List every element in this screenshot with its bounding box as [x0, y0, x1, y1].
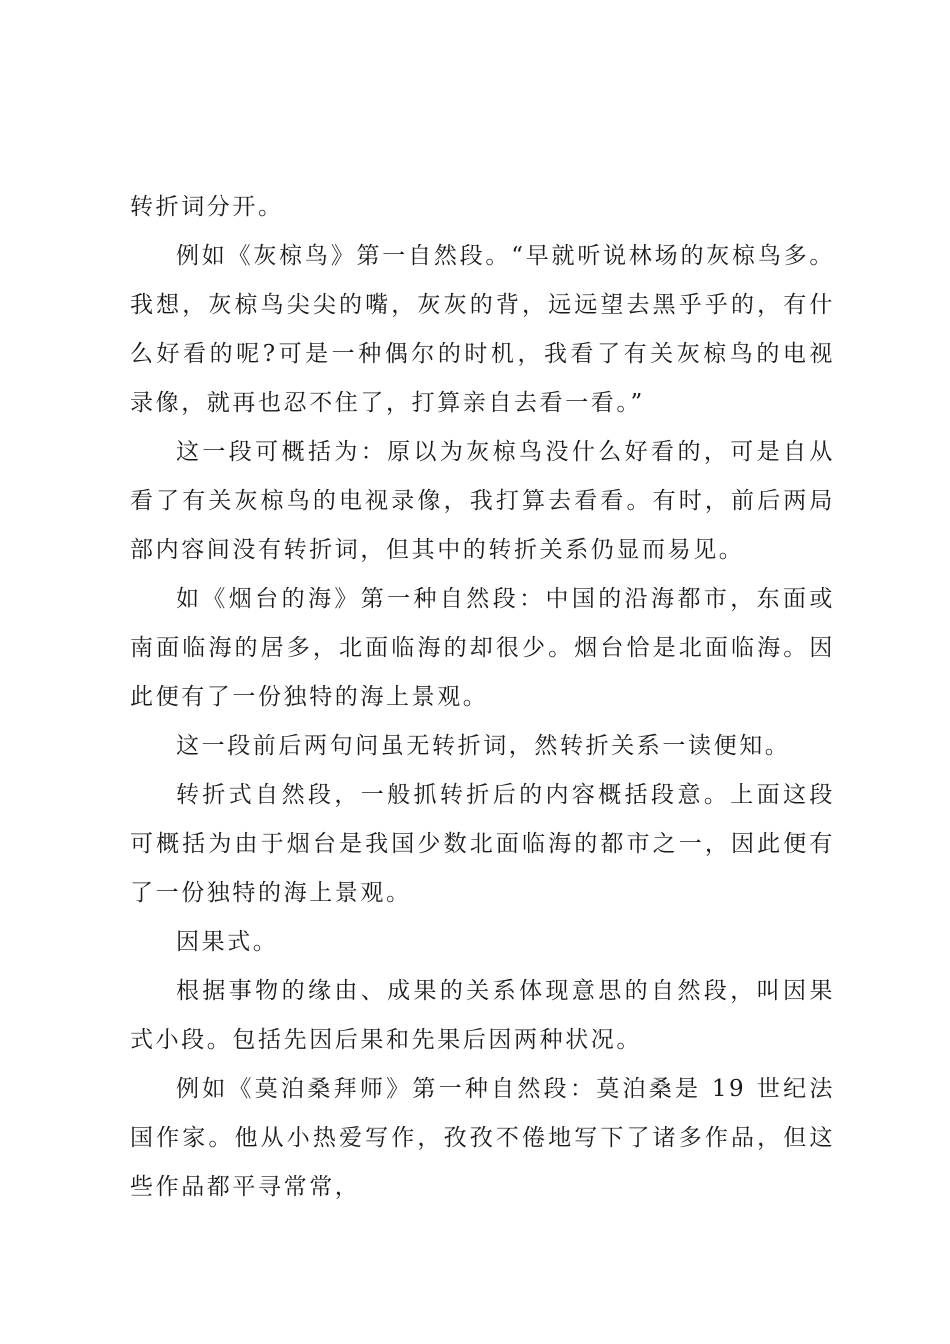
- paragraph-example-grey-starling: 例如《灰椋鸟》第一自然段。“早就听说林场的灰椋鸟多。我想，灰椋鸟尖尖的嘴，灰灰的背，远远望去黑乎乎的，有什么好看的呢?可是一种偶尔的时机，我看了有关灰椋鸟的电视录像，就再也忍不住了，打算亲自去看一看。”: [130, 243, 835, 416]
- paragraph-cause-effect-definition: 根据事物的缘由、成果的关系体现意思的自然段，叫因果式小段。包括先因后果和先果后因两种状况。: [130, 978, 835, 1053]
- paragraph-summary-grey-starling: 这一段可概括为：原以为灰椋鸟没什么好看的，可是自从看了有关灰椋鸟的电视录像，我打算去看看。有时，前后两局部内容间没有转折词，但其中的转折关系仍显而易见。: [130, 439, 835, 563]
- paragraph-example-yantai-sea: 如《烟台的海》第一种自然段：中国的沿海都市，东面或南面临海的居多，北面临海的却很少。烟台恰是北面临海。因此便有了一份独特的海上景观。: [130, 586, 835, 710]
- paragraph-continuation: 转折词分开。: [130, 194, 284, 220]
- paragraph-transition-summary: 转折式自然段，一般抓转折后的内容概括段意。上面这段可概括为由于烟台是我国少数北面临海的都市之一，因此便有了一份独特的海上景观。: [130, 782, 835, 906]
- paragraph-note-transition: 这一段前后两句问虽无转折词，然转折关系一读便知。: [176, 733, 791, 759]
- paragraph-heading-cause-effect: 因果式。: [176, 929, 279, 955]
- paragraph-example-maupassant: 例如《莫泊桑拜师》第一种自然段：莫泊桑是 19 世纪法国作家。他从小热爱写作，孜孜不倦地写下了诸多作品，但这些作品都平寻常常，: [130, 1076, 835, 1200]
- body-text: [130, 183, 835, 1212]
